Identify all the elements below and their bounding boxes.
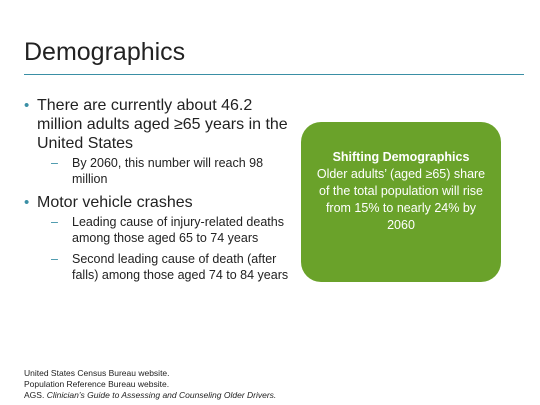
sub-bullet-text: Leading cause of injury-related deaths among those aged 65 to 74 years	[72, 215, 284, 245]
sub-bullet-text: By 2060, this number will reach 98 million	[72, 156, 264, 186]
bullet-text: Motor vehicle crashes	[37, 194, 193, 211]
bullet-dot-icon: •	[24, 194, 30, 211]
bullet-text: There are currently about 46.2 million adults aged ≥65 years in the United States	[37, 97, 288, 152]
source-title: Clinician’s Guide to Assessing and Counseling Older Drivers.	[46, 390, 277, 400]
sub-bullet-item	[37, 155, 294, 187]
title-divider	[24, 74, 524, 75]
bullet-dot-icon: •	[24, 97, 30, 114]
bullet-item	[24, 193, 294, 283]
sub-bullet-text: Second leading cause of death (after falls) among those aged 74 to 84 years	[72, 252, 289, 282]
callout-box	[301, 122, 501, 282]
dash-icon: –	[51, 156, 58, 170]
source-line	[24, 390, 276, 401]
sub-bullet-item	[37, 251, 294, 283]
dash-icon: –	[51, 215, 58, 229]
source-line: United States Census Bureau website.	[24, 368, 170, 378]
source-prefix: AGS.	[24, 390, 47, 400]
bullet-list	[24, 96, 294, 289]
source-line: Population Reference Bureau website.	[24, 379, 170, 389]
dash-icon: –	[51, 252, 58, 266]
callout-heading: Shifting Demographics	[332, 150, 470, 164]
callout-body: Older adults’ (aged ≥65) share of the total population will rise from 15% to nearly 24% by 2060	[316, 167, 486, 232]
bullet-item	[24, 96, 294, 187]
sub-bullet-item	[37, 214, 294, 246]
slide-title: Demographics	[24, 38, 186, 66]
sub-bullet-list	[37, 214, 294, 283]
sources-footnote	[24, 368, 276, 401]
sub-bullet-list	[37, 155, 294, 187]
